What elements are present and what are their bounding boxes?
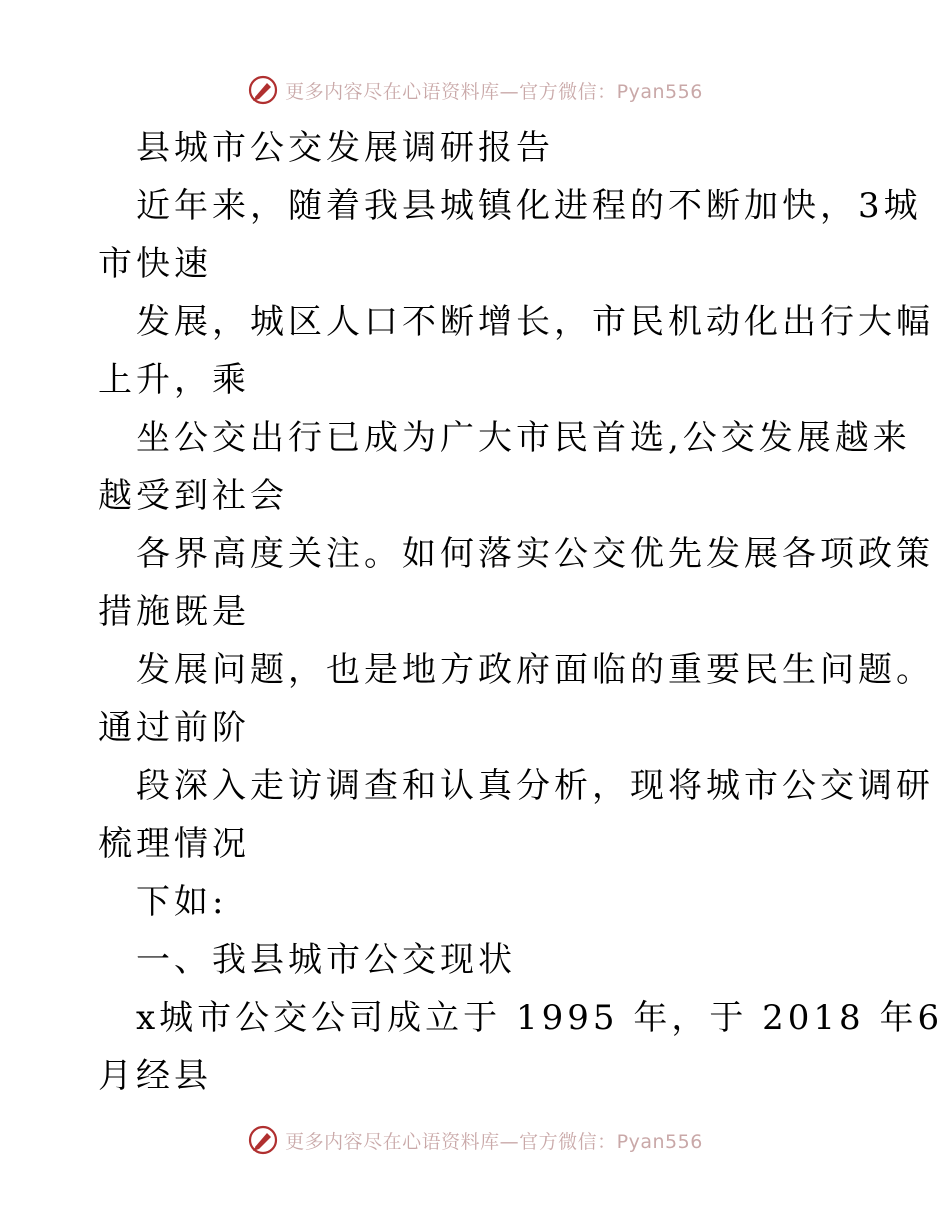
document-line: 坐公交出行已成为广大市民首选,公交发展越来: [136, 418, 911, 458]
document-line: 县城市公交发展调研报告: [136, 128, 554, 168]
document-line: 发展问题，也是地方政府面临的重要民生问题。: [136, 650, 934, 690]
footer-watermark-banner: [0, 1120, 950, 1160]
document-line: 梳理情况: [98, 824, 250, 864]
document-line: 一、我县城市公交现状: [136, 940, 516, 980]
document-body: [0, 119, 950, 1105]
document-line: 市快速: [98, 244, 212, 284]
header-watermark-banner: [0, 70, 950, 110]
pen-nib-logo-icon: [247, 1124, 279, 1156]
document-line: 上升，乘: [98, 360, 250, 400]
document-line: 各界高度关注。如何落实公交优先发展各项政策: [136, 534, 934, 574]
document-line: x城市公交公司成立于 1995 年，于 2018 年6: [136, 998, 944, 1038]
pen-nib-logo-icon: [247, 74, 279, 106]
document-line: 月经县: [98, 1056, 212, 1096]
document-line: 段深入走访调查和认真分析，现将城市公交调研: [136, 766, 934, 806]
document-line: 措施既是: [98, 592, 250, 632]
document-line: 发展，城区人口不断增长，市民机动化出行大幅: [136, 302, 934, 342]
document-line: 近年来，随着我县城镇化进程的不断加快，3城: [136, 186, 922, 226]
document-line: 通过前阶: [98, 708, 250, 748]
watermark-text: 更多内容尽在心语资料库—官方微信：Pyan556: [285, 80, 703, 103]
document-line: 下如:: [136, 882, 228, 922]
watermark-text: 更多内容尽在心语资料库—官方微信：Pyan556: [285, 1130, 703, 1153]
document-line: 越受到社会: [98, 476, 288, 516]
